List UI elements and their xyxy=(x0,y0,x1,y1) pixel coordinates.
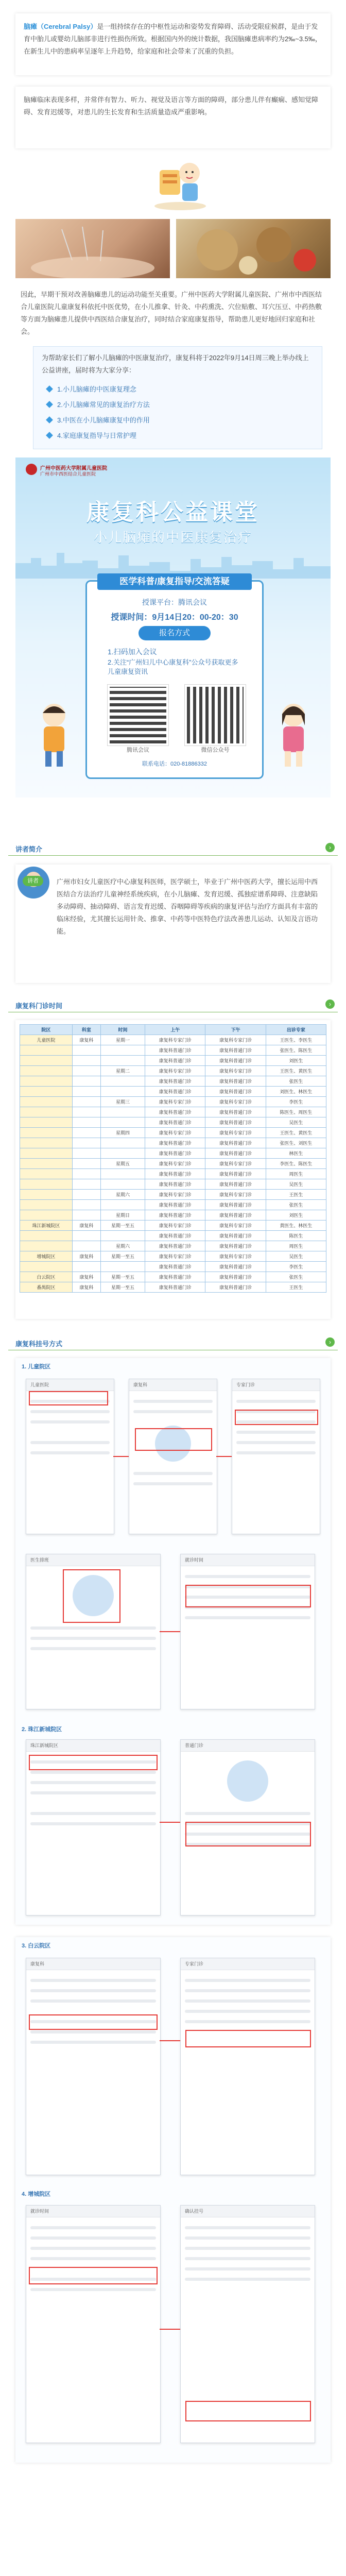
herbs-photo xyxy=(176,219,331,278)
info-time: 授课时间：9月14日20：00-20：30 xyxy=(111,613,238,622)
intro-card-2 xyxy=(15,87,331,148)
invite-text: 为帮助家长们了解小儿脑瘫的中医康复治疗，康复科将于2022年9月14日周三晚上举办线上公益讲座，届时将为大家分享： xyxy=(42,354,309,374)
intro-keyword: 脑瘫（Cerebral Palsy） xyxy=(24,23,97,30)
acupuncture-photo xyxy=(15,219,170,278)
meeting-qr-code[interactable] xyxy=(108,685,168,745)
guide-part-3-title: 3. 白云院区 xyxy=(22,1943,51,1949)
highlight-zj xyxy=(29,1755,158,1770)
screenshot-11: 确认挂号 xyxy=(180,2205,315,2443)
highlight-doctor xyxy=(63,1569,120,1623)
hospital-subname: 广州市中西医结合儿童医院 xyxy=(40,471,96,477)
screenshot-7: 普通门诊 xyxy=(180,1739,315,1916)
guide-part-1-title: 1. 儿童院区 xyxy=(22,1364,51,1370)
cartoon-kid-left xyxy=(31,700,77,772)
schedule-row: 康复科普通门诊 康复科普通门诊 刘医生 xyxy=(20,1056,326,1066)
poster-title: 康复科公益课堂 xyxy=(86,500,260,525)
signup-button[interactable]: 报名方式 xyxy=(139,626,211,640)
schedule-row: 星期二 康复科专家门诊 康复科专家门诊 王医生、黄医生 xyxy=(20,1066,326,1076)
wechat-qr-caption: 微信公众号 xyxy=(201,747,230,753)
highlight-child-hospital xyxy=(29,1391,108,1405)
treatment-paragraph: 因此，早期干预对改善脑瘫患儿的运动功能至关重要。广州中医药大学附属儿童医院、广州市中西医结合儿童医院儿童康复科依托中医优势，在小儿推拿、针灸、中药熏洗、穴位贴敷、耳穴压豆、中药热敷等方面为脑瘫患儿提供中西医结合康复治疗，同时结合家庭康复指导，帮助患儿更好地回归家庭和社会。 xyxy=(21,291,322,335)
intro-card xyxy=(15,13,331,75)
schedule-row: 星期四 康复科专家门诊 康复科专家门诊 王医生、黄医生 xyxy=(20,1128,326,1138)
schedule-row: 康复科普通门诊 康复科普通门诊 陈医生 xyxy=(20,1231,326,1241)
schedule-row: 康复科普通门诊 康复科普通门诊 张医生、陈医生 xyxy=(20,1045,326,1056)
intro-paragraph: 脑瘫（Cerebral Palsy）是一组持续存在的中枢性运动和姿势发育障碍、活动受限症候群，是由于发育中胎儿或婴幼儿脑部非进行性损伤所致。根据国内外的统计数据，我国脑瘫患病率约为2‰~3.5‰，在新生儿中的患病率呈逐年上升趋势，给家庭和社会带来了沉重的负担。 xyxy=(24,23,322,55)
hospital-logo xyxy=(26,464,37,475)
schedule-row: 儿童医院 康复科 星期一 康复科专家门诊 康复科专家门诊 王医生、李医生 xyxy=(20,1035,326,1045)
guide-part-2-title: 2. 珠江新城院区 xyxy=(22,1726,62,1733)
schedule-row: 康复科普通门诊 康复科普通门诊 张医生 xyxy=(20,1200,326,1210)
screenshot-5: 就诊时间 xyxy=(180,1554,315,1709)
meeting-qr-caption: 腾讯会议 xyxy=(127,747,149,753)
chevron-icon: › xyxy=(325,999,335,1009)
schedule-row: 康复科普通门诊 康复科普通门诊 张医生、刘医生 xyxy=(20,1138,326,1148)
schedule-row: 增城院区 康复科 星期一至五 康复科专家门诊 康复科专家门诊 吴医生 xyxy=(20,1251,326,1262)
screenshot-2: 康复科 xyxy=(129,1379,217,1534)
schedule-row: 康复科普通门诊 康复科普通门诊 周医生 xyxy=(20,1169,326,1179)
highlight-dept xyxy=(135,1428,212,1451)
flow-arrow-2 xyxy=(216,1456,232,1457)
guide-part-4-title: 4. 增城院区 xyxy=(22,2191,51,2197)
chevron-icon: › xyxy=(325,843,335,852)
invite-item-1: 1.小儿脑瘫的中医康复理念 xyxy=(46,383,136,396)
expert-card xyxy=(15,865,331,983)
schedule-row: 康复科普通门诊 康复科普通门诊 刘医生、林医生 xyxy=(20,1087,326,1097)
flow-arrow-5 xyxy=(160,2040,180,2041)
highlight-expert-3 xyxy=(185,2030,311,2047)
info-banner: 医学科普/康复指导/交流答疑 xyxy=(97,573,252,590)
schedule-row: 星期六 康复科普通门诊 康复科普通门诊 周医生 xyxy=(20,1241,326,1251)
screenshot-10: 就诊时间 xyxy=(26,2205,161,2443)
schedule-row: 康复科普通门诊 康复科普通门诊 张医生 xyxy=(20,1076,326,1087)
invite-box xyxy=(33,346,322,449)
screenshot-3: 专家门诊 xyxy=(232,1379,320,1534)
flow-arrow-6 xyxy=(160,2329,180,2330)
screenshot-6: 珠江新城院区 xyxy=(26,1739,161,1916)
highlight-time-4 xyxy=(29,2267,158,2284)
highlight-confirm xyxy=(185,2401,311,2421)
poster-subtitle: 小儿脑瘫的中医康复治疗 xyxy=(93,530,252,545)
signup-step-2: 2.关注“广州妇儿中心康复科”公众号获取更多儿童康复资讯 xyxy=(108,658,238,675)
section-title-expert: 讲者简介 › xyxy=(8,840,338,856)
expert-badge: 讲者 xyxy=(23,876,43,886)
event-poster xyxy=(15,457,331,798)
schedule-row: 星期六 康复科专家门诊 康复科专家门诊 王医生 xyxy=(20,1190,326,1200)
schedule-row: 康复科普通门诊 康复科普通门诊 陈医生、周医生 xyxy=(20,1107,326,1117)
screenshot-8: 康复科 xyxy=(26,1958,161,2175)
highlight-expert xyxy=(235,1410,318,1425)
cartoon-kid-right xyxy=(270,700,317,772)
signup-step-1: 1.扫码加入会议 xyxy=(108,648,157,656)
schedule-body xyxy=(20,1035,326,1293)
flow-arrow-3 xyxy=(160,1631,180,1632)
schedule-row: 珠江新城院区 康复科 星期一至五 康复科专家门诊 康复科专家门诊 黄医生、林医生 xyxy=(20,1221,326,1231)
guide-card-1 xyxy=(15,1358,331,1925)
info-platform: 授课平台：腾讯会议 xyxy=(142,598,207,606)
expert-bio: 广州市妇女儿童医疗中心康复科医师，医学硕士，毕业于广州中医药大学，擅长运用中西医结合方法治疗儿童神经系统疾病，在小儿脑瘫、发育迟缓、孤独症谱系障碍、注意缺陷多动障碍、抽动障碍、语言发育迟缓、吞咽障碍等疾病的康复评估与治疗方面具有丰富的临床经验，尤其擅长运用针灸、推拿、中药等中医特色疗法改善患儿运动、认知及言语功能。 xyxy=(57,878,318,935)
section-title-guide: 康复科挂号方式 › xyxy=(8,1334,338,1350)
screenshot-4: 医生排班 xyxy=(26,1554,161,1709)
guide-card-3 xyxy=(15,1937,331,2463)
contact-phone: 联系电话：020-81886332 xyxy=(142,761,207,767)
flow-arrow-1 xyxy=(113,1456,129,1457)
schedule-row: 康复科普通门诊 康复科普通门诊 吴医生 xyxy=(20,1117,326,1128)
schedule-row: 星期三 康复科专家门诊 康复科专家门诊 李医生 xyxy=(20,1097,326,1107)
schedule-card xyxy=(15,1020,331,1319)
flow-arrow-4 xyxy=(160,1822,180,1823)
hospital-name: 广州中医药大学附属儿童医院 xyxy=(40,466,107,471)
schedule-header-row: 院区 科室 时间 上午 下午 出诊专家 xyxy=(20,1025,326,1035)
invite-item-4: 4.家庭康复指导与日常护理 xyxy=(46,429,136,443)
highlight-dept-3 xyxy=(29,2014,158,2030)
screenshot-9: 专家门诊 xyxy=(180,1958,315,2175)
highlight-time xyxy=(185,1585,311,1607)
schedule-row: 番禺院区 康复科 星期一至五 康复科普通门诊 康复科普通门诊 王医生 xyxy=(20,1282,326,1293)
schedule-row: 星期日 康复科普通门诊 康复科普通门诊 刘医生 xyxy=(20,1210,326,1221)
screenshot-1: 儿童医院 xyxy=(26,1379,114,1534)
invite-item-3: 3.中医在小儿脑瘫康复中的作用 xyxy=(46,414,150,427)
info-panel xyxy=(85,577,264,779)
schedule-row: 星期五 康复科专家门诊 康复科专家门诊 李医生、陈医生 xyxy=(20,1159,326,1169)
cartoon-illustration xyxy=(149,155,211,211)
invite-item-2: 2.小儿脑瘫常见的康复治疗方法 xyxy=(46,398,150,412)
intro-paragraph-2: 脑瘫临床表现多样，并常伴有智力、听力、视觉及语言等方面的障碍，部分患儿伴有癫痫、感知觉障碍、发育迟缓等，对患儿的生长发育和生活质量造成严重影响。 xyxy=(24,96,319,116)
wechat-qr-code[interactable] xyxy=(185,685,246,745)
highlight-normal xyxy=(185,1822,311,1846)
schedule-row: 康复科普通门诊 康复科普通门诊 林医生 xyxy=(20,1148,326,1159)
schedule-row: 康复科普通门诊 康复科普通门诊 吴医生 xyxy=(20,1179,326,1190)
schedule-row: 白云院区 康复科 星期一至五 康复科普通门诊 康复科普通门诊 张医生 xyxy=(20,1272,326,1282)
section-title-schedule: 康复科门诊时间 › xyxy=(8,996,338,1012)
schedule-row: 康复科普通门诊 康复科普通门诊 李医生 xyxy=(20,1262,326,1272)
chevron-icon: › xyxy=(325,1337,335,1347)
schedule-table xyxy=(20,1024,326,1293)
